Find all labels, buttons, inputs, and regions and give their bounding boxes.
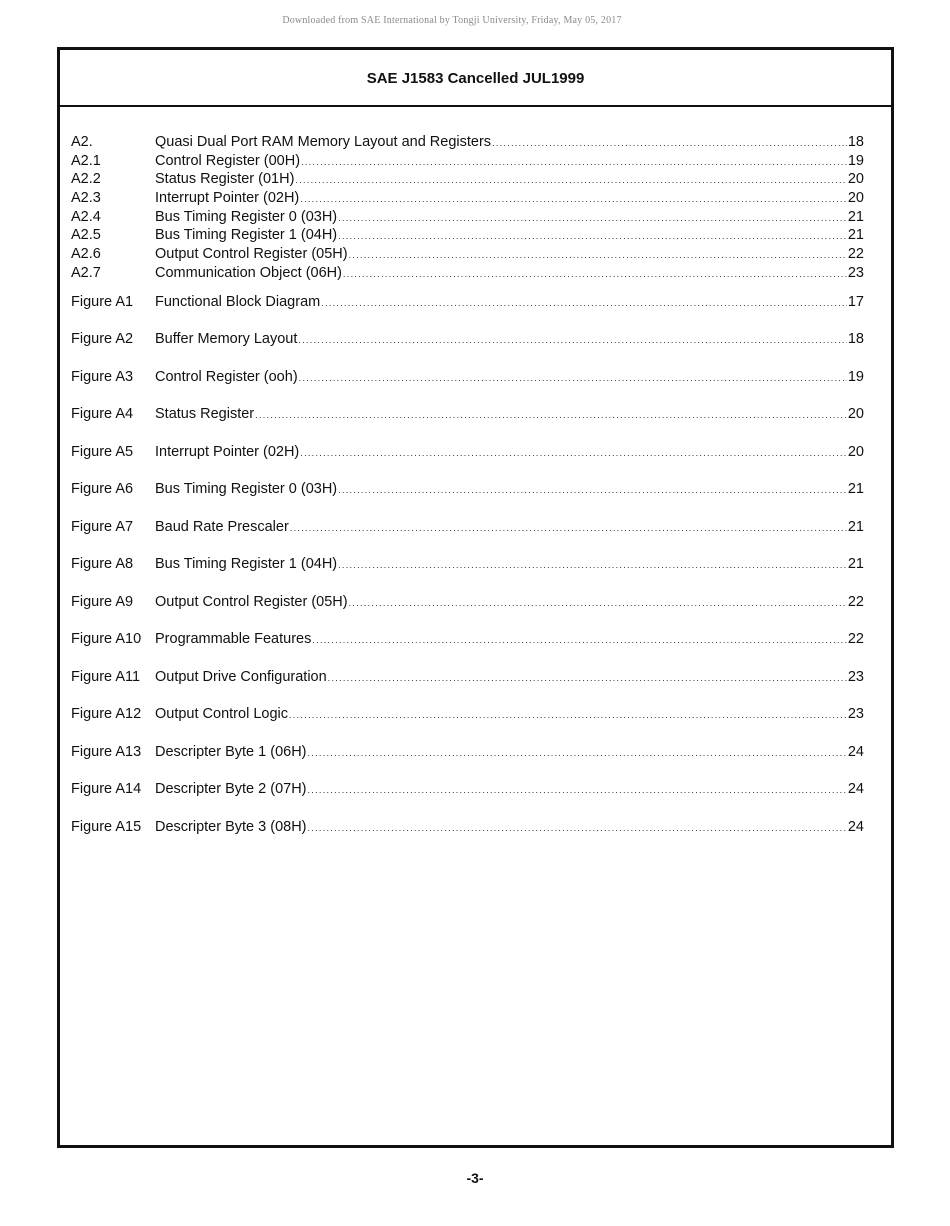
entry-number: Figure A7 [71,518,134,535]
entry-title: Baud Rate Prescaler [155,518,289,535]
toc-figure-entry[interactable] [60,284,891,322]
toc-section-entry[interactable] [60,264,891,283]
toc-figure-entry[interactable] [60,809,891,847]
toc-figure-entry[interactable] [60,321,891,359]
entry-number: A2.5 [71,227,101,244]
entry-title: Bus Timing Register 1 (04H) [155,227,338,244]
dot-leader [349,584,847,623]
entry-number: Figure A8 [71,556,134,572]
toc-section-entry[interactable] [60,226,891,245]
entry-page: 20 [847,190,864,207]
dot-leader [255,396,847,435]
dot-leader [308,809,847,848]
entry-page: 20 [847,171,864,188]
entry-title: Bus Timing Register 0 (03H) [155,208,338,225]
entry-number: A2.1 [71,152,101,169]
toc-section-entry[interactable] [60,189,891,208]
entry-number: Figure A15 [71,818,142,835]
entry-number: Figure A6 [71,481,134,497]
entry-number: Figure A9 [71,593,134,610]
dot-leader [289,696,847,735]
entry-number: Figure A12 [71,706,142,722]
entry-number: Figure A1 [71,293,134,310]
toc-figure-entry[interactable] [60,359,891,397]
entry-title: Buffer Memory Layout [155,331,298,347]
entry-title: Control Register (ooh) [155,368,298,385]
entry-title: Output Drive Configuration [155,668,327,685]
entry-page: 21 [847,227,864,244]
dot-leader [492,133,847,153]
entry-page: 23 [847,668,864,685]
dot-leader [321,284,847,323]
toc-figure-entry[interactable] [60,584,891,622]
dot-leader [308,771,847,810]
toc-section-entry[interactable] [60,208,891,227]
dot-leader [328,659,847,698]
entry-title: Descripter Byte 3 (08H) [155,818,307,835]
entry-number: A2. [71,134,93,150]
toc-figure-entry[interactable] [60,434,891,472]
entry-number: Figure A2 [71,331,134,347]
toc-figure-entry[interactable] [60,509,891,547]
entry-page: 24 [847,818,864,835]
entry-number: A2.7 [71,264,101,281]
entry-page: 17 [847,293,864,310]
entry-title: Interrupt Pointer (02H) [155,190,300,207]
dot-leader [290,509,847,548]
entry-title: Descripter Byte 1 (06H) [155,743,307,760]
entry-number: Figure A4 [71,406,134,422]
entry-page: 19 [847,368,864,385]
entry-number: A2.6 [71,246,101,263]
toc-section-entry[interactable] [60,152,891,171]
dot-leader [338,208,847,228]
document-title: SAE J1583 Cancelled JUL1999 [366,70,585,87]
toc-figure-entry[interactable] [60,546,891,584]
toc-section-entry[interactable] [60,170,891,189]
entry-title: Output Control Logic [155,706,288,722]
entry-title: Communication Object (06H) [155,264,342,281]
table-of-contents [60,107,891,846]
entry-title: Status Register (01H) [155,171,295,188]
entry-title: Status Register [155,406,255,422]
dot-leader [312,621,847,660]
entry-number: Figure A13 [71,743,142,760]
entry-page: 20 [847,406,864,422]
entry-page: 21 [847,556,864,572]
page-number: -3- [466,1170,484,1186]
entry-page: 21 [847,481,864,497]
dot-leader [300,189,847,209]
dot-leader [338,226,847,246]
entry-title: Descripter Byte 2 (07H) [155,781,307,797]
dot-leader [301,152,847,172]
dot-leader [343,264,847,284]
download-watermark: Downloaded from SAE International by Tongji University, Friday, May 05, 2017 [282,15,622,26]
entry-number: A2.2 [71,171,101,188]
entry-page: 23 [847,706,864,722]
entry-page: 24 [847,743,864,760]
entry-page: 24 [847,781,864,797]
toc-figure-entry[interactable] [60,471,891,509]
entry-number: Figure A14 [71,781,142,797]
entry-number: Figure A10 [71,631,142,647]
entry-title: Control Register (00H) [155,152,301,169]
toc-figure-entry[interactable] [60,696,891,734]
dot-leader [299,359,847,398]
toc-figure-entry[interactable] [60,396,891,434]
entry-page: 22 [847,593,864,610]
entry-page: 22 [847,246,864,263]
entry-page: 21 [847,518,864,535]
document-header [60,50,891,107]
entry-page: 20 [847,443,864,460]
entry-page: 18 [847,331,864,347]
dot-leader [295,170,846,190]
entry-number: A2.3 [71,190,101,207]
entry-title: Quasi Dual Port RAM Memory Layout and Registers [155,134,492,150]
dot-leader [338,471,847,510]
entry-number: A2.4 [71,208,101,225]
toc-section-entry[interactable] [60,245,891,264]
entry-page: 19 [847,152,864,169]
dot-leader [308,734,847,773]
toc-section-entry[interactable] [60,133,891,152]
dot-leader [338,546,847,585]
entry-title: Output Control Register (05H) [155,593,348,610]
entry-page: 22 [847,631,864,647]
entry-title: Interrupt Pointer (02H) [155,443,300,460]
toc-figure-entry[interactable] [60,771,891,809]
entry-page: 21 [847,208,864,225]
dot-leader [349,245,847,265]
entry-title: Functional Block Diagram [155,293,321,310]
page-frame [57,47,894,1148]
toc-figure-entry[interactable] [60,621,891,659]
entry-title: Bus Timing Register 0 (03H) [155,481,338,497]
entry-page: 18 [847,134,864,150]
entry-number: Figure A5 [71,443,134,460]
entry-title: Output Control Register (05H) [155,246,348,263]
entry-number: Figure A11 [71,668,141,685]
entry-title: Bus Timing Register 1 (04H) [155,556,338,572]
entry-page: 23 [847,264,864,281]
toc-figure-entry[interactable] [60,734,891,772]
dot-leader [300,434,847,473]
dot-leader [298,321,846,360]
entry-title: Programmable Features [155,631,312,647]
entry-number: Figure A3 [71,368,134,385]
toc-figure-entry[interactable] [60,659,891,697]
